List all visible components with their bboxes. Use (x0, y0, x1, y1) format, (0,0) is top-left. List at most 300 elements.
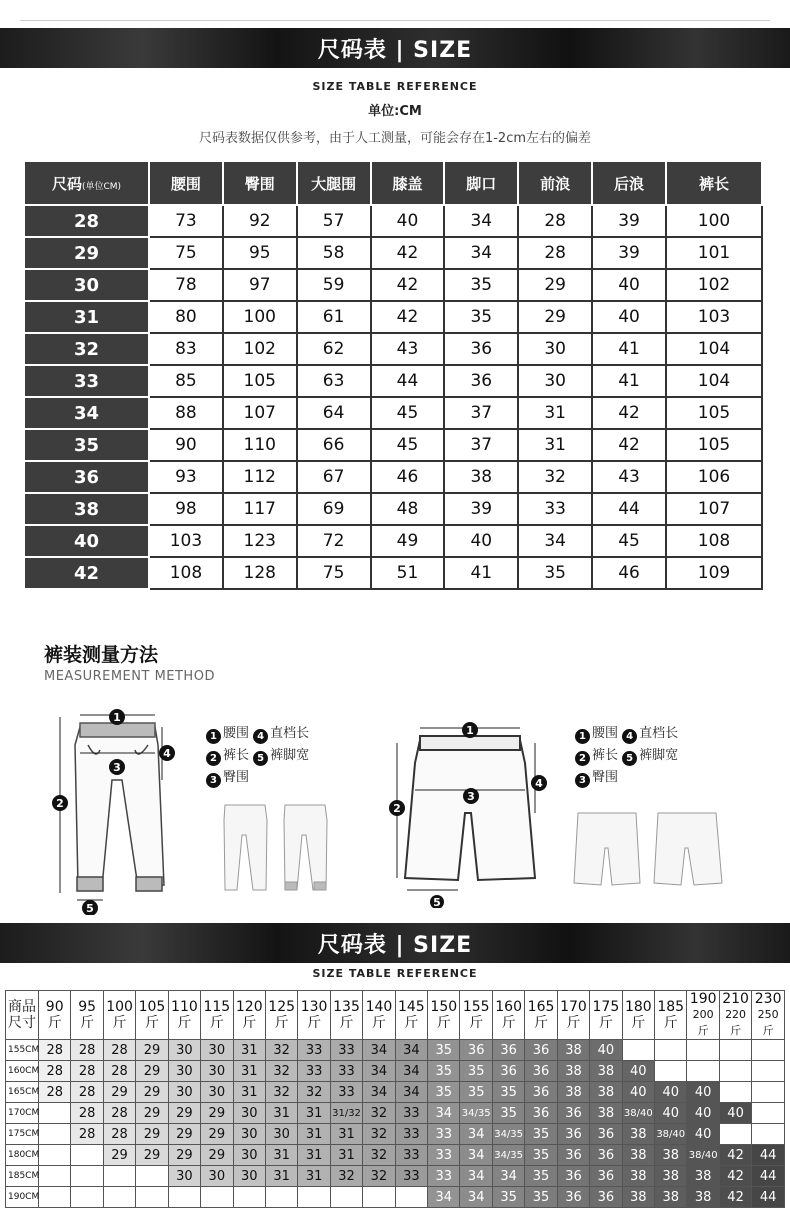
height-cell: 185CM (6, 1166, 39, 1187)
table-row (6, 1040, 785, 1061)
measure-cell: 29 (518, 269, 592, 301)
size-cell: 44 (752, 1187, 785, 1208)
size-cell: 28 (71, 1061, 103, 1082)
height-cell: 180CM (6, 1145, 39, 1166)
size-cell: 34 (24, 397, 149, 429)
measure-cell: 112 (223, 461, 297, 493)
size-cell: 31 (233, 1061, 265, 1082)
size-cell (103, 1166, 135, 1187)
height-cell: 155CM (6, 1040, 39, 1061)
size-cell (719, 1040, 751, 1061)
table-row (24, 205, 762, 237)
size-cell: 44 (752, 1166, 785, 1187)
weight-header-cell: 165 斤 (525, 991, 557, 1040)
measure-cell: 51 (371, 557, 445, 589)
size-cell: 31 (298, 1145, 330, 1166)
size-cell: 35 (492, 1103, 524, 1124)
measure-cell: 44 (592, 493, 666, 525)
reference-label: SIZE TABLE REFERENCE (312, 80, 478, 93)
table-row (6, 1124, 785, 1145)
measure-cell: 42 (592, 397, 666, 429)
weight-header-cell: 100 斤 (103, 991, 135, 1040)
measure-cell: 103 (149, 525, 223, 557)
measure-cell: 78 (149, 269, 223, 301)
measure-cell: 69 (297, 493, 371, 525)
size-cell: 34 (492, 1166, 524, 1187)
size-cell: 33 (298, 1061, 330, 1082)
size-cell: 28 (39, 1061, 71, 1082)
size-cell: 33 (298, 1040, 330, 1061)
size-cell (752, 1040, 785, 1061)
measure-cell: 46 (592, 557, 666, 589)
marker-1: 1 (113, 711, 121, 724)
size-cell: 30 (233, 1145, 265, 1166)
size-cell: 32 (265, 1040, 297, 1061)
size-cell (752, 1061, 785, 1082)
weight-header-cell: 90 斤 (39, 991, 71, 1040)
measure-cell: 66 (297, 429, 371, 461)
table-row (24, 429, 762, 461)
size-cell: 28 (24, 205, 149, 237)
measure-cell: 75 (297, 557, 371, 589)
size-cell (168, 1187, 200, 1208)
measure-cell: 101 (666, 237, 762, 269)
size-cell: 30 (24, 269, 149, 301)
size-cell: 35 (428, 1082, 460, 1103)
measure-cell: 43 (371, 333, 445, 365)
shorts-diagram (385, 718, 560, 908)
measure-cell: 40 (592, 301, 666, 333)
size-cell: 33 (395, 1166, 427, 1187)
size-cell: 31 (298, 1103, 330, 1124)
weight-header-cell: 170 斤 (557, 991, 589, 1040)
measure-subtitle: MEASUREMENT METHOD (44, 669, 215, 684)
weight-header-cell: 175 斤 (590, 991, 622, 1040)
measure-cell: 106 (666, 461, 762, 493)
size-cell: 42 (24, 557, 149, 589)
size-cell: 33 (395, 1145, 427, 1166)
size-cell: 34 (363, 1082, 395, 1103)
size-cell: 35 (428, 1040, 460, 1061)
weight-header-cell: 145 斤 (395, 991, 427, 1040)
size-table-header (24, 161, 762, 205)
size-cell: 36 (24, 461, 149, 493)
measure-cell: 97 (223, 269, 297, 301)
weight-header-cell: 180 斤 (622, 991, 654, 1040)
marker-5: 5 (433, 896, 441, 908)
size-cell: 36 (590, 1166, 622, 1187)
size-cell: 38/40 (655, 1124, 687, 1145)
banner-title: 尺码表 | SIZE (317, 37, 473, 63)
measure-cell: 67 (297, 461, 371, 493)
measure-cell: 59 (297, 269, 371, 301)
size-cell: 33 (395, 1103, 427, 1124)
size-cell: 31 (298, 1124, 330, 1145)
measure-cell: 33 (518, 493, 592, 525)
marker-4: 4 (163, 747, 171, 760)
measure-cell: 104 (666, 365, 762, 397)
size-cell: 35 (525, 1145, 557, 1166)
weight-header-cell: 95 斤 (71, 991, 103, 1040)
size-cell: 36 (590, 1187, 622, 1208)
header-front-rise: 前浪 (518, 161, 592, 205)
weight-height-table (5, 990, 785, 1208)
measure-cell: 107 (666, 493, 762, 525)
size-cell: 29 (201, 1124, 233, 1145)
size-cell: 38 (590, 1082, 622, 1103)
table-row (24, 269, 762, 301)
size-cell: 42 (719, 1145, 751, 1166)
reference-label-2: SIZE TABLE REFERENCE (312, 967, 478, 980)
measure-cell: 38 (444, 461, 518, 493)
measure-cell: 39 (444, 493, 518, 525)
size-cell: 30 (201, 1082, 233, 1103)
measure-cell: 93 (149, 461, 223, 493)
weight-header-cell: 110 斤 (168, 991, 200, 1040)
size-cell (719, 1061, 751, 1082)
table-row (24, 333, 762, 365)
size-cell: 38/40 (687, 1145, 719, 1166)
weight-header-cell: 115 斤 (201, 991, 233, 1040)
header-hip: 臀围 (223, 161, 297, 205)
size-cell: 38 (24, 493, 149, 525)
marker-5: 5 (86, 902, 94, 915)
size-cell (752, 1103, 785, 1124)
measure-cell: 46 (371, 461, 445, 493)
table-row (6, 1145, 785, 1166)
height-cell: 170CM (6, 1103, 39, 1124)
size-cell (71, 1145, 103, 1166)
size-cell: 30 (201, 1061, 233, 1082)
weight-header-cell: 210 220斤 (719, 991, 751, 1040)
header-back-rise: 后浪 (592, 161, 666, 205)
size-cell: 28 (71, 1040, 103, 1061)
size-cell (39, 1145, 71, 1166)
size-cell: 29 (168, 1145, 200, 1166)
size-cell: 35 (525, 1124, 557, 1145)
size-cell: 36 (525, 1040, 557, 1061)
size-cell: 33 (330, 1061, 362, 1082)
header-thigh: 大腿围 (297, 161, 371, 205)
weight-header-cell: 105 斤 (136, 991, 168, 1040)
measure-cell: 95 (223, 237, 297, 269)
weight-header-cell: 140 斤 (363, 991, 395, 1040)
size-cell: 36 (557, 1124, 589, 1145)
size-cell: 36 (557, 1103, 589, 1124)
size-cell: 34 (363, 1040, 395, 1061)
measure-cell: 30 (518, 333, 592, 365)
table-row (24, 237, 762, 269)
measure-cell: 32 (518, 461, 592, 493)
size-cell (655, 1040, 687, 1061)
size-cell: 33 (428, 1145, 460, 1166)
measure-cell: 105 (666, 429, 762, 461)
measure-cell: 108 (149, 557, 223, 589)
size-cell: 32 (265, 1082, 297, 1103)
measure-cell: 128 (223, 557, 297, 589)
measure-cell: 28 (518, 205, 592, 237)
size-cell: 35 (428, 1061, 460, 1082)
height-cell: 175CM (6, 1124, 39, 1145)
size-cell: 40 (655, 1103, 687, 1124)
size-cell (752, 1124, 785, 1145)
size-cell: 34/35 (492, 1124, 524, 1145)
measure-cell: 39 (592, 205, 666, 237)
measure-cell: 63 (297, 365, 371, 397)
marker-3: 3 (113, 761, 121, 774)
marker-4: 4 (535, 777, 543, 790)
size-cell: 38 (557, 1040, 589, 1061)
size-cell: 29 (103, 1082, 135, 1103)
size-cell: 30 (201, 1166, 233, 1187)
measure-cell: 61 (297, 301, 371, 333)
size-cell (39, 1166, 71, 1187)
weight-header-cell: 125 斤 (265, 991, 297, 1040)
size-cell: 30 (233, 1124, 265, 1145)
size-cell: 34/35 (460, 1103, 492, 1124)
size-cell: 35 (460, 1061, 492, 1082)
size-cell: 29 (168, 1124, 200, 1145)
size-cell: 33 (428, 1124, 460, 1145)
measure-cell: 42 (371, 269, 445, 301)
table-row (6, 1166, 785, 1187)
size-cell: 28 (103, 1040, 135, 1061)
size-cell (719, 1124, 751, 1145)
measure-cell: 41 (592, 333, 666, 365)
size-cell: 38 (557, 1082, 589, 1103)
table-row (24, 397, 762, 429)
size-cell: 36 (590, 1124, 622, 1145)
measure-cell: 92 (223, 205, 297, 237)
pants-diagram (40, 705, 190, 915)
measure-cell: 34 (444, 237, 518, 269)
size-cell (103, 1187, 135, 1208)
size-cell: 28 (103, 1061, 135, 1082)
size-cell: 31 (330, 1145, 362, 1166)
pants-sketches (220, 800, 335, 895)
size-cell: 28 (71, 1124, 103, 1145)
size-cell: 34 (395, 1040, 427, 1061)
unit-label: 单位:CM (368, 104, 422, 119)
size-cell: 30 (168, 1082, 200, 1103)
size-cell: 33 (330, 1082, 362, 1103)
size-cell: 28 (71, 1103, 103, 1124)
measure-cell: 62 (297, 333, 371, 365)
size-cell: 40 (590, 1040, 622, 1061)
table-row (24, 525, 762, 557)
size-cell: 34 (395, 1061, 427, 1082)
size-cell: 38 (655, 1166, 687, 1187)
size-cell (136, 1187, 168, 1208)
measure-cell: 37 (444, 429, 518, 461)
size-cell: 29 (168, 1103, 200, 1124)
size-cell: 34 (428, 1103, 460, 1124)
size-cell: 36 (460, 1040, 492, 1061)
measure-cell: 123 (223, 525, 297, 557)
measure-cell: 100 (223, 301, 297, 333)
size-cell: 40 (687, 1082, 719, 1103)
size-cell: 29 (201, 1145, 233, 1166)
measure-cell: 105 (666, 397, 762, 429)
size-cell: 29 (136, 1124, 168, 1145)
size-cell: 30 (168, 1166, 200, 1187)
size-cell: 32 (363, 1124, 395, 1145)
header-length: 裤长 (666, 161, 762, 205)
size-cell: 29 (201, 1103, 233, 1124)
size-cell (687, 1040, 719, 1061)
size-cell: 34 (363, 1061, 395, 1082)
size-cell: 34 (395, 1082, 427, 1103)
measure-cell: 98 (149, 493, 223, 525)
size-cell: 34 (460, 1187, 492, 1208)
weight-header-cell: 135 斤 (330, 991, 362, 1040)
weight-header-cell: 155 斤 (460, 991, 492, 1040)
measure-cell: 34 (444, 205, 518, 237)
size-cell: 38/40 (622, 1103, 654, 1124)
size-cell: 38 (687, 1166, 719, 1187)
table-row (24, 493, 762, 525)
size-cell: 30 (233, 1103, 265, 1124)
weight-header-cell: 130 斤 (298, 991, 330, 1040)
size-cell: 38 (622, 1166, 654, 1187)
measure-cell: 104 (666, 333, 762, 365)
measure-cell: 58 (297, 237, 371, 269)
size-cell: 28 (71, 1082, 103, 1103)
measure-cell: 40 (444, 525, 518, 557)
size-cell: 29 (24, 237, 149, 269)
measure-cell: 90 (149, 429, 223, 461)
size-cell: 42 (719, 1166, 751, 1187)
size-cell: 35 (525, 1166, 557, 1187)
size-cell: 35 (460, 1082, 492, 1103)
size-cell: 32 (363, 1166, 395, 1187)
table-row (6, 1082, 785, 1103)
shorts-legend: 1 腰围 4 直档长 2 裤长 5 裤脚宽 3 臀围 (575, 723, 678, 789)
size-cell: 33 (24, 365, 149, 397)
size-cell: 34/35 (492, 1145, 524, 1166)
size-cell: 31 (298, 1166, 330, 1187)
size-cell: 38 (655, 1145, 687, 1166)
measure-cell: 37 (444, 397, 518, 429)
size-cell: 32 (298, 1082, 330, 1103)
size-cell: 35 (525, 1187, 557, 1208)
weight-header-cell: 120 斤 (233, 991, 265, 1040)
size-cell (687, 1061, 719, 1082)
size-cell: 36 (525, 1103, 557, 1124)
size-cell: 36 (557, 1145, 589, 1166)
size-cell: 31 (265, 1103, 297, 1124)
measure-cell: 102 (223, 333, 297, 365)
size-cell (39, 1124, 71, 1145)
measure-cell: 34 (518, 525, 592, 557)
size-cell: 38 (622, 1187, 654, 1208)
measure-cell: 35 (444, 301, 518, 333)
size-cell (71, 1166, 103, 1187)
size-cell: 36 (557, 1166, 589, 1187)
measure-cell: 80 (149, 301, 223, 333)
size-cell: 29 (136, 1082, 168, 1103)
size-cell (136, 1166, 168, 1187)
size-cell: 40 (655, 1082, 687, 1103)
size-cell (265, 1187, 297, 1208)
size-cell: 38 (655, 1187, 687, 1208)
size-cell: 40 (719, 1103, 751, 1124)
measure-title: 裤装测量方法 (44, 644, 159, 666)
size-cell: 34 (428, 1187, 460, 1208)
measure-cell: 45 (592, 525, 666, 557)
header-waist: 腰围 (149, 161, 223, 205)
measure-cell: 73 (149, 205, 223, 237)
measure-cell: 42 (371, 237, 445, 269)
size-cell: 31 (233, 1040, 265, 1061)
banner-title-2: 尺码表 | SIZE (317, 932, 473, 958)
weight-header-row (6, 991, 785, 1040)
size-cell: 31 (24, 301, 149, 333)
size-cell: 36 (525, 1082, 557, 1103)
size-cell: 38 (590, 1061, 622, 1082)
table-row (24, 557, 762, 589)
size-cell: 38 (687, 1187, 719, 1208)
measure-cell: 35 (518, 557, 592, 589)
measure-cell: 109 (666, 557, 762, 589)
size-cell: 31/32 (330, 1103, 362, 1124)
size-cell: 29 (136, 1145, 168, 1166)
size-cell: 35 (492, 1082, 524, 1103)
size-cell: 31 (265, 1166, 297, 1187)
weight-header-cell: 185 斤 (655, 991, 687, 1040)
measure-cell: 57 (297, 205, 371, 237)
measure-cell: 88 (149, 397, 223, 429)
marker-2: 2 (56, 797, 64, 810)
measure-cell: 43 (592, 461, 666, 493)
size-cell (39, 1187, 71, 1208)
size-cell: 30 (265, 1124, 297, 1145)
size-cell: 28 (39, 1040, 71, 1061)
size-cell: 42 (719, 1187, 751, 1208)
size-cell: 31 (265, 1145, 297, 1166)
measure-cell: 85 (149, 365, 223, 397)
size-cell (71, 1187, 103, 1208)
size-cell (395, 1187, 427, 1208)
size-cell: 29 (136, 1061, 168, 1082)
measure-cell: 45 (371, 429, 445, 461)
size-cell: 32 (265, 1061, 297, 1082)
size-cell: 40 (622, 1061, 654, 1082)
measure-cell: 45 (371, 397, 445, 429)
size-cell (39, 1103, 71, 1124)
measure-cell: 44 (371, 365, 445, 397)
size-cell: 33 (330, 1040, 362, 1061)
measure-cell: 49 (371, 525, 445, 557)
table-row (24, 301, 762, 333)
header-leg-opening: 脚口 (444, 161, 518, 205)
measure-cell: 29 (518, 301, 592, 333)
measure-cell: 100 (666, 205, 762, 237)
marker-2: 2 (393, 802, 401, 815)
size-cell (233, 1187, 265, 1208)
size-cell: 29 (103, 1145, 135, 1166)
size-cell: 31 (233, 1082, 265, 1103)
size-cell: 36 (492, 1061, 524, 1082)
size-cell: 32 (24, 333, 149, 365)
measure-cell: 35 (444, 269, 518, 301)
measure-cell: 75 (149, 237, 223, 269)
height-cell: 160CM (6, 1061, 39, 1082)
measure-cell: 108 (666, 525, 762, 557)
size-cell: 38 (557, 1061, 589, 1082)
size-cell: 30 (168, 1061, 200, 1082)
measure-cell: 83 (149, 333, 223, 365)
